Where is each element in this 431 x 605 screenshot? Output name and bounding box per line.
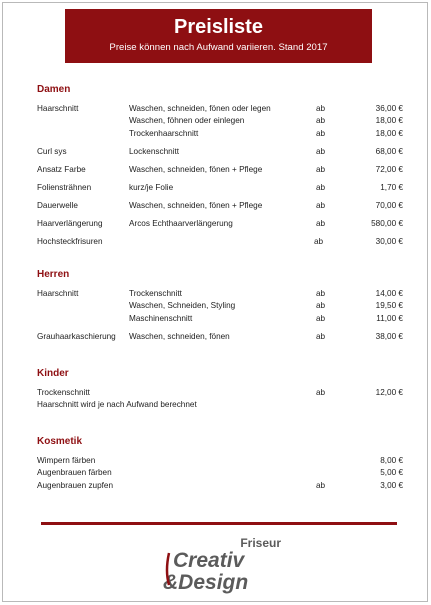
logo-swoosh-icon: [167, 553, 169, 585]
page-subtitle: Preise können nach Aufwand variieren. Stand 2017: [109, 42, 328, 53]
service-detail: Waschen, schneiden, fönen: [129, 331, 230, 341]
section-damen: [37, 83, 407, 248]
service-name: Grauhaarkaschierung: [37, 331, 116, 341]
service-name: Haarschnitt: [37, 288, 79, 298]
price-value: 19,50 €: [375, 301, 403, 310]
price-prefix: ab: [316, 116, 326, 125]
price-prefix: ab: [316, 200, 326, 210]
price-row: [37, 218, 407, 231]
price-prefix: ab: [316, 331, 326, 341]
price-row: [37, 300, 407, 313]
service-detail: Waschen, schneiden, fönen oder legen: [129, 103, 271, 113]
service-detail: Arcos Echthaarverlängerung: [129, 218, 233, 228]
price-prefix: ab: [316, 103, 326, 113]
logo-line-2: Creativ: [173, 549, 245, 572]
price-row: [37, 288, 407, 301]
service-name: Dauerwelle: [37, 200, 78, 210]
service-detail: Trockenhaarschnitt: [129, 128, 199, 138]
header-banner: [65, 9, 372, 63]
service-detail: kurz/je Folie: [129, 182, 174, 192]
service-name: Foliensträhnen: [37, 182, 92, 192]
price-value: 18,00 €: [375, 116, 403, 125]
price-row: [37, 115, 407, 128]
price-value: 70,00 €: [375, 200, 403, 210]
price-row: [37, 146, 407, 159]
service-name: Curl sys: [37, 146, 67, 156]
price-prefix: ab: [316, 182, 326, 192]
service-name: Haarverlängerung: [37, 218, 103, 228]
page-title: Preisliste: [174, 16, 263, 38]
price-row: [37, 331, 407, 344]
price-prefix: ab: [316, 288, 326, 298]
price-value: 30,00 €: [375, 236, 403, 246]
price-row: [37, 313, 407, 326]
logo-graphic: [163, 535, 283, 595]
section-title: Damen: [37, 84, 71, 95]
price-value: 3,00 €: [380, 480, 403, 490]
price-prefix: ab: [316, 480, 326, 490]
section-kosmetik: [37, 435, 407, 492]
price-value: 580,00 €: [371, 218, 403, 228]
service-name: Ansatz Farbe: [37, 164, 86, 174]
price-row: [37, 128, 407, 141]
service-detail: Waschen, Schneiden, Styling: [129, 301, 236, 310]
price-row: [37, 480, 407, 493]
price-row: [37, 387, 407, 400]
price-list-page: [2, 2, 428, 602]
price-row: [37, 455, 407, 468]
divider-line: [41, 522, 397, 525]
service-detail: Maschinenschnitt: [129, 313, 193, 323]
service-detail: Trockenschnitt: [129, 288, 182, 298]
price-prefix: ab: [316, 164, 326, 174]
logo-line-1: Friseur: [240, 536, 281, 550]
section-herren: [37, 268, 407, 343]
logo-line-3: &Design: [163, 571, 249, 594]
service-name: Trockenschnitt: [37, 387, 90, 397]
price-prefix: ab: [316, 218, 326, 228]
price-row: [37, 164, 407, 177]
service-detail: Waschen, föhnen oder einlegen: [129, 116, 245, 125]
price-prefix: ab: [316, 146, 326, 156]
service-name: Haarschnitt: [37, 103, 79, 113]
service-note: Haarschnitt wird je nach Aufwand berechnet: [37, 400, 197, 409]
service-detail: Waschen, schneiden, fönen + Pflege: [129, 200, 263, 210]
price-prefix: ab: [316, 301, 326, 310]
price-row: [37, 200, 407, 213]
service-name: Augenbrauen färben: [37, 468, 112, 477]
section-title: Kinder: [37, 368, 69, 379]
price-row: [37, 236, 407, 249]
section-title: Herren: [37, 269, 70, 280]
price-value: 1,70 €: [380, 182, 403, 192]
price-prefix: ab: [314, 236, 324, 246]
price-row: [37, 467, 407, 480]
price-value: 18,00 €: [375, 128, 403, 138]
salon-logo: [163, 535, 283, 595]
section-title: Kosmetik: [37, 436, 83, 447]
price-row: [37, 182, 407, 195]
price-value: 11,00 €: [376, 313, 403, 323]
price-value: 8,00 €: [380, 455, 403, 465]
price-prefix: ab: [316, 313, 326, 323]
note-row: [37, 399, 407, 412]
service-name: Wimpern färben: [37, 455, 96, 465]
service-name: Hochsteckfrisuren: [37, 236, 103, 246]
price-prefix: ab: [316, 387, 326, 397]
price-value: 14,00 €: [375, 288, 403, 298]
service-detail: Lockenschnitt: [129, 146, 180, 156]
service-detail: Waschen, schneiden, fönen + Pflege: [129, 164, 263, 174]
section-kinder: [37, 367, 407, 412]
price-value: 12,00 €: [375, 387, 403, 397]
price-prefix: ab: [316, 128, 326, 138]
price-value: 5,00 €: [380, 468, 403, 477]
price-value: 68,00 €: [375, 146, 403, 156]
price-value: 72,00 €: [375, 164, 403, 174]
price-value: 38,00 €: [375, 331, 403, 341]
price-row: [37, 103, 407, 116]
price-value: 36,00 €: [375, 103, 403, 113]
service-name: Augenbrauen zupfen: [37, 480, 114, 490]
